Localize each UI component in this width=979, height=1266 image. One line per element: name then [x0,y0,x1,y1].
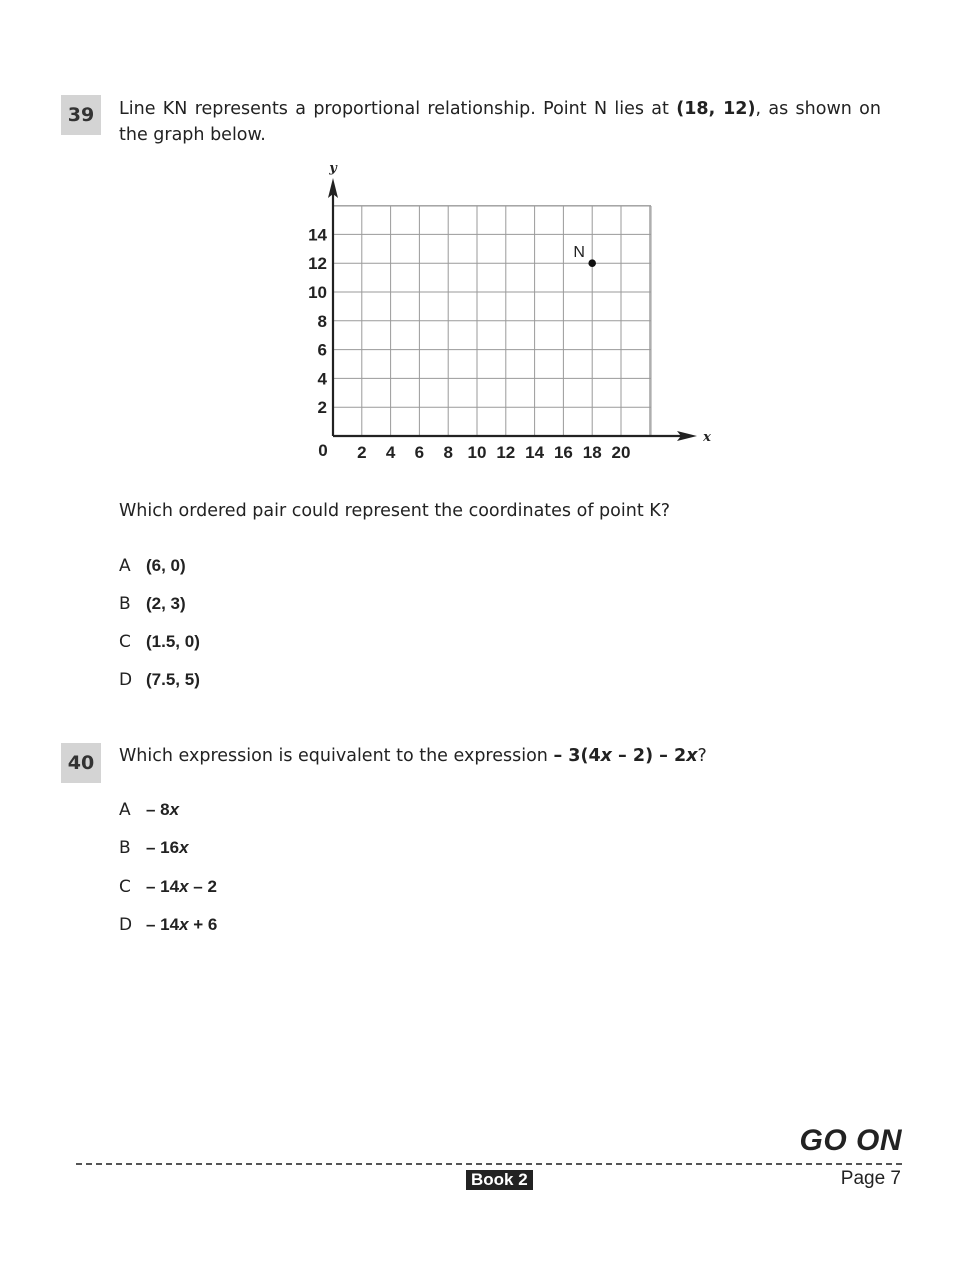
choice-var: x [179,877,189,896]
choice-40-b[interactable] [119,838,189,858]
x-tick-label: 14 [525,443,545,462]
prompt-question-mark: ? [697,746,707,766]
expression-var: x [686,746,698,766]
expression-part: – 3(4 [553,746,601,766]
choice-value: (6, 0) [146,556,186,575]
choice-letter: C [119,632,131,652]
prompt-text: Line KN represents a proportional relationship. Point N lies at [119,99,677,119]
y-tick-label: 2 [317,398,327,418]
choice-rest: – 2 [188,877,217,896]
choice-rest: + 6 [188,915,218,934]
y-tick-label: 10 [308,283,327,302]
choice-letter: B [119,838,131,858]
y-tick-label: 8 [317,311,327,331]
book-label: Book 2 [466,1170,533,1190]
choice-value: (2, 3) [146,594,186,613]
choice-40-c[interactable] [119,877,217,897]
choice-letter: D [119,670,133,690]
choice-letter: A [119,800,131,820]
choice-40-d[interactable] [119,915,217,935]
choice-39-c[interactable] [119,632,200,652]
question-number-40: 40 [61,743,101,783]
expression-var: x [600,746,612,766]
point-n [588,259,596,267]
choice-value: (7.5, 5) [146,670,200,689]
choice-39-d[interactable] [119,670,200,690]
prompt-text-end: , as shown on the graph below. [119,99,881,145]
prompt-text: Which expression is equivalent to the expression [119,746,554,766]
choice-letter: A [119,556,131,576]
y-tick-label: 4 [317,369,327,389]
point-n-coords: (18, 12) [676,99,756,119]
choice-39-b[interactable] [119,594,186,614]
choice-value: (1.5, 0) [146,632,200,651]
choice-39-a[interactable] [119,556,186,576]
x-tick-label: 18 [582,443,602,462]
page-number: Page 7 [840,1168,901,1189]
choice-letter: C [119,877,131,897]
origin-label: 0 [318,441,328,460]
x-tick-label: 16 [553,443,573,462]
x-tick-label: 2 [357,443,367,462]
choice-letter: B [119,594,131,614]
go-on-label: GO ON [799,1124,902,1157]
x-tick-label: 8 [443,443,453,462]
choice-coef: – 8 [146,800,170,819]
choice-coef: – 14 [146,915,180,934]
x-tick-label: 4 [385,443,396,462]
question-39-subprompt: Which ordered pair could represent the coordinates of point K? [119,501,671,521]
x-tick-label: 12 [496,443,516,462]
x-tick-label: 10 [467,443,487,462]
choice-coef: – 16 [146,838,180,857]
x-tick-label: 6 [414,443,425,462]
choice-letter: D [119,915,133,935]
choice-40-a[interactable] [119,800,179,820]
y-tick-label: 6 [317,340,327,360]
x-axis-label: x [703,430,711,445]
footer-divider [76,1163,902,1165]
coordinate-graph [295,158,711,468]
y-tick-label: 12 [308,254,327,274]
question-40-prompt [119,743,707,769]
choice-var: x [179,915,189,934]
point-label-n: N [573,244,585,262]
y-tick-label: 14 [308,225,327,245]
question-number-39: 39 [61,95,101,135]
x-tick-label: 20 [611,443,631,462]
y-axis-label: y [329,161,337,176]
question-39-prompt [119,96,881,148]
choice-var: x [179,838,189,857]
choice-coef: – 14 [146,877,180,896]
expression-part: – 2) – 2 [611,746,687,766]
choice-var: x [169,800,180,819]
